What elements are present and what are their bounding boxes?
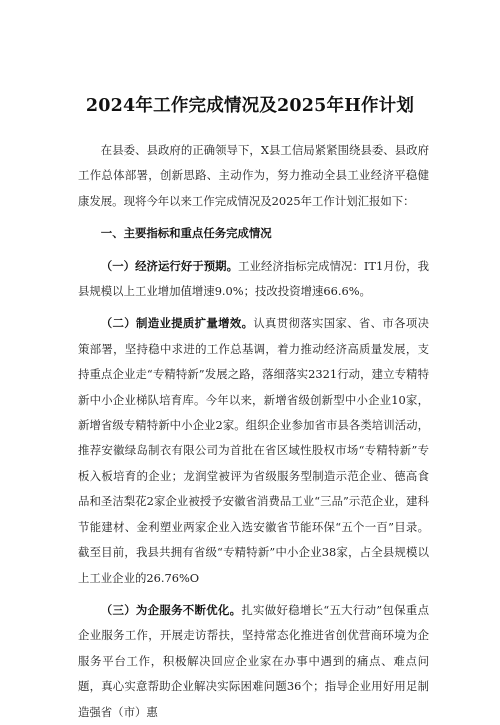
item-text-2: 认真贯彻落实国家、省、市各项决策部署，坚持稳中求进的工作总基调，着力推动经济高质量发展，支持重点企业走“专精特新”发展之路，落细落实2321行动，建立专精特新中小企业梯队培育库。今年以来，新增省级创新型中小企业10家，新增省级专精特新中小企业2家。组织企业参加省市县各类培训活动，推荐安徽绿岛制衣有限公司为首批在省区域性股权市场“专精特新”专板入板培育的企业；龙润堂被评为省级服务型制造示范企业、德高食品和圣洁梨花2家企业被授予安徽省消费品工业“三品”示范企业，建科节能建材、金利塑业两家企业入选安徽省节能环保“五个一百”目录。截至目前，我县共拥有省级“专精特新”中小企业38家，占全县规模以上工业企业的26.76%O xyxy=(78,316,429,585)
item-lead-1: （一）经济运行好于预期。 xyxy=(100,258,239,273)
paragraph-gap xyxy=(78,304,429,311)
section-heading: 一、主要指标和重点任务完成情况 xyxy=(100,226,272,241)
item-paragraph-1 xyxy=(78,254,429,305)
document-body xyxy=(78,138,429,725)
item-lead-2: （二）制造业提质扩量增效。 xyxy=(100,316,254,331)
paragraph-gap xyxy=(78,214,429,221)
item-paragraph-3 xyxy=(78,598,429,725)
paragraph-gap xyxy=(78,247,429,254)
intro-paragraph: 在县委、县政府的正确领导下，X县工信局紧紧围绕县委、县政府工作总体部署，创新思路、主动作为，努力推动全县工业经济平稳健康发展。现将今年以来工作完成情况及2025年工作计划汇报如下： xyxy=(78,143,429,208)
item-lead-3: （三）为企服务不断优化。 xyxy=(100,602,242,617)
item-text-3: 扎实做好稳增长“五大行动”包保重点企业服务工作，开展走访帮扶，坚持常态化推进省创优营商环境为企服务平台工作，积极解决回应企业家在办事中遇到的痛点、难点问题，真心实意帮助企业解决实际困难问题36个；指导企业用好用足制造强省（市）惠 xyxy=(78,602,429,719)
item-paragraph-2 xyxy=(78,311,429,590)
document-title: 2024年工作完成情况及2025年H作计划 xyxy=(85,96,415,116)
paragraph-gap xyxy=(78,591,429,598)
item-text-1: 工业经济指标完成情况：IT1月份，我县规模以上工业增加值增速9.0%；技改投资增速66.6%。 xyxy=(78,258,429,299)
